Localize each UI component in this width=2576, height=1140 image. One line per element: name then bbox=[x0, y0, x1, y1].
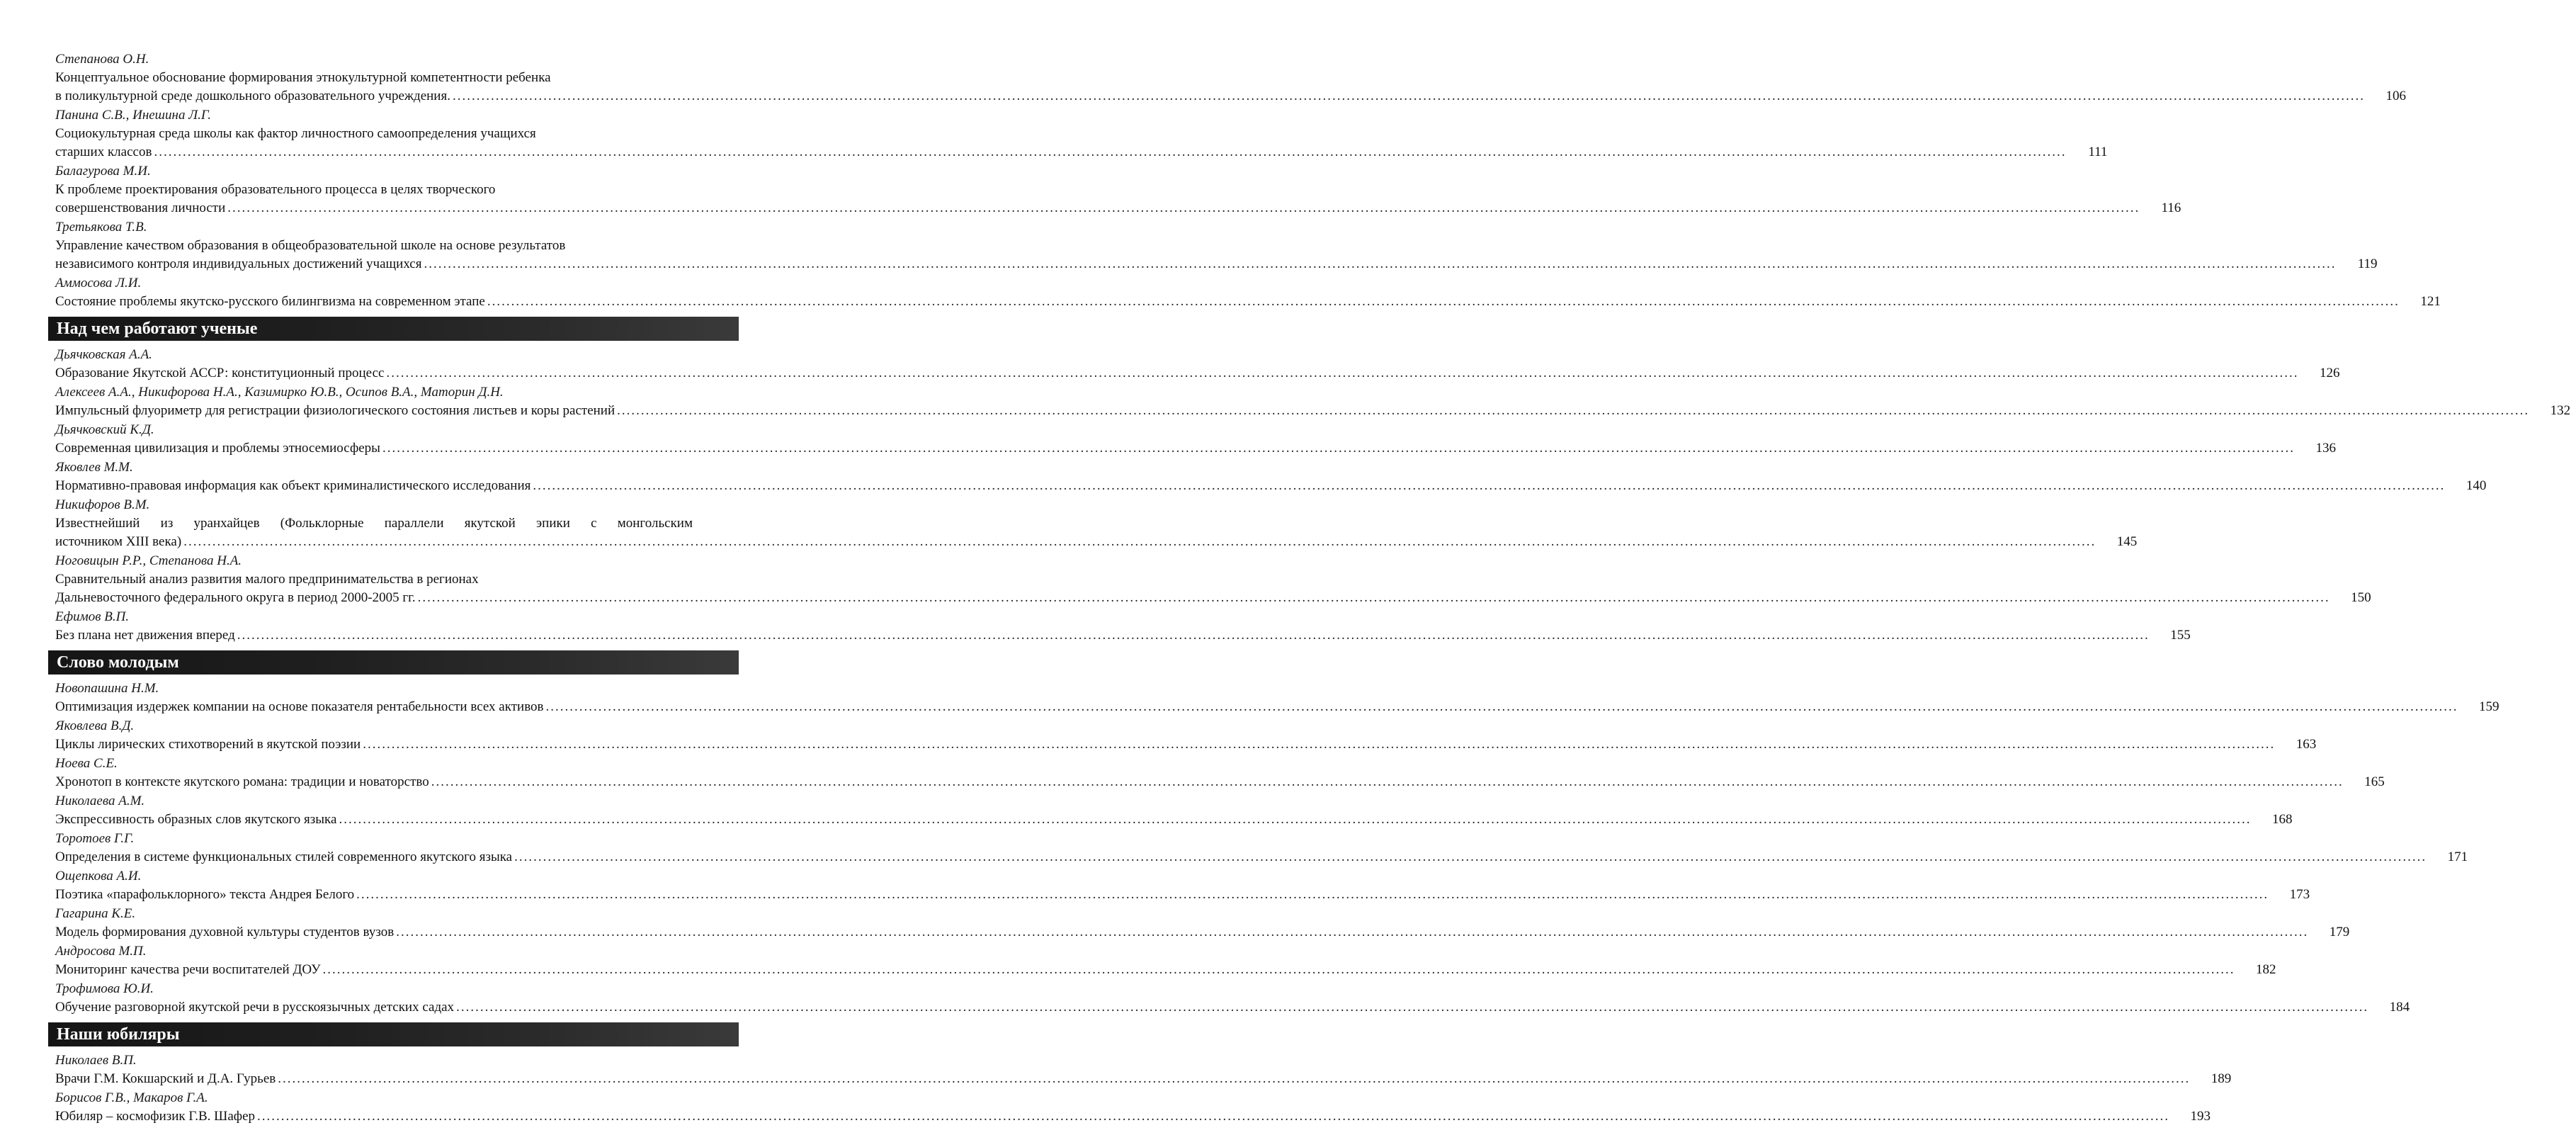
entry-authors: Яковлев М.М. bbox=[55, 460, 133, 475]
entry-title-row bbox=[55, 1070, 2232, 1088]
entry-title-line: Состояние проблемы якутско-русского билингвизма на современном этапе bbox=[55, 294, 485, 309]
page-number: 159 bbox=[2479, 699, 2500, 714]
entry-title-row bbox=[55, 698, 2500, 716]
entry-title-line: Образование Якутской АССР: конституционный процесс bbox=[55, 366, 385, 380]
entry-title-line: Известнейший из уранхайцев (Фольклорные параллели якутской эпики с монгольским bbox=[55, 516, 693, 531]
page-number: 121 bbox=[2420, 294, 2441, 309]
entry-title-row bbox=[55, 143, 2108, 162]
dot-leader: ................................................................................................................................................................................................................................................................................................................................................................................................................ bbox=[154, 145, 2067, 159]
page-number: 140 bbox=[2466, 478, 2487, 493]
entry-authors: Дьячковский К.Д. bbox=[55, 422, 154, 437]
entry-authors: Ефимов В.П. bbox=[55, 609, 130, 624]
entry-title-row bbox=[55, 402, 2571, 420]
dot-leader: ................................................................................................................................................................................................................................................................................................................................................................................................................ bbox=[424, 256, 2337, 271]
toc-entry[interactable] bbox=[55, 273, 2441, 311]
entry-authors: Аммосова Л.И. bbox=[55, 276, 142, 290]
toc-entry[interactable] bbox=[55, 867, 2310, 904]
entry-title-line: Обучение разговорной якутской речи в русскоязычных детских садах bbox=[55, 1000, 455, 1015]
toc-entry[interactable] bbox=[55, 458, 2487, 495]
toc-entry[interactable] bbox=[55, 162, 2181, 218]
entry-title-row bbox=[55, 961, 2276, 979]
entry-title-line: источником XIII века) bbox=[55, 534, 182, 549]
toc-entry[interactable] bbox=[55, 218, 2378, 273]
entry-title-line: Современная цивилизация и проблемы этносемиосферы bbox=[55, 441, 380, 456]
dot-leader: ................................................................................................................................................................................................................................................................................................................................................................................................................ bbox=[278, 1071, 2191, 1086]
section-heading: Слово молодым bbox=[48, 650, 739, 675]
entry-title-line: Экспрессивность образных слов якутского языка bbox=[55, 812, 337, 827]
table-of-contents bbox=[55, 50, 2571, 1126]
dot-leader: ................................................................................................................................................................................................................................................................................................................................................................................................................ bbox=[417, 590, 2330, 605]
dot-leader: ................................................................................................................................................................................................................................................................................................................................................................................................................ bbox=[257, 1109, 2170, 1124]
entry-authors: Панина С.В., Инешина Л.Г. bbox=[55, 108, 211, 123]
entry-authors: Торотоев Г.Г. bbox=[55, 831, 135, 846]
dot-leader: ................................................................................................................................................................................................................................................................................................................................................................................................................ bbox=[533, 478, 2446, 493]
toc-entry[interactable] bbox=[55, 420, 2336, 458]
dot-leader: ................................................................................................................................................................................................................................................................................................................................................................................................................ bbox=[456, 1000, 2369, 1015]
page-number: 171 bbox=[2447, 850, 2468, 864]
page-number: 193 bbox=[2190, 1109, 2211, 1124]
entry-title-line: независимого контроля индивидуальных достижений учащихся bbox=[55, 256, 422, 271]
toc-entry[interactable] bbox=[55, 679, 2500, 716]
page-number: 111 bbox=[2088, 145, 2108, 159]
entry-title-line: Социокультурная среда школы как фактор личностного самоопределения учащихся bbox=[55, 126, 536, 141]
page-number: 155 bbox=[2170, 628, 2191, 643]
entry-title-line: Врачи Г.М. Кокшарский и Д.А. Гурьев bbox=[55, 1071, 276, 1086]
dot-leader: ................................................................................................................................................................................................................................................................................................................................................................................................................ bbox=[545, 699, 2458, 714]
entry-title-row bbox=[55, 364, 2340, 383]
toc-entry[interactable] bbox=[55, 495, 2138, 551]
entry-title-row bbox=[55, 87, 2406, 106]
entry-title-row bbox=[55, 626, 2191, 645]
toc-entry[interactable] bbox=[55, 607, 2191, 645]
dot-leader: ................................................................................................................................................................................................................................................................................................................................................................................................................ bbox=[386, 366, 2299, 380]
toc-entry[interactable] bbox=[55, 904, 2350, 942]
page-number: 173 bbox=[2289, 887, 2310, 902]
entry-title-row bbox=[55, 848, 2468, 867]
entry-title-row bbox=[55, 886, 2310, 904]
toc-entry[interactable] bbox=[55, 345, 2340, 383]
dot-leader: ................................................................................................................................................................................................................................................................................................................................................................................................................ bbox=[339, 812, 2252, 827]
entry-title-line: совершенствования личности bbox=[55, 201, 226, 215]
entry-title-row bbox=[55, 589, 2371, 607]
toc-entry[interactable] bbox=[55, 1051, 2232, 1088]
entry-title-line: Поэтика «парафольклорного» текста Андрея Белого bbox=[55, 887, 355, 902]
entry-authors: Никифоров В.М. bbox=[55, 497, 150, 512]
entry-authors: Ноговицын Р.Р., Степанова Н.А. bbox=[55, 553, 242, 568]
entry-title-row bbox=[55, 255, 2378, 273]
entry-authors: Балагурова М.И. bbox=[55, 164, 151, 179]
entry-title-line: Управление качеством образования в общеобразовательной школе на основе результатов bbox=[55, 238, 566, 253]
entry-authors: Третьякова Т.В. bbox=[55, 220, 147, 235]
entry-title-line: К проблеме проектирования образовательного процесса в целях творческого bbox=[55, 182, 496, 197]
entry-title-line: Юбиляр – космофизик Г.В. Шафер bbox=[55, 1109, 256, 1124]
entry-authors: Ноева С.Е. bbox=[55, 756, 118, 771]
page-number: 106 bbox=[2385, 89, 2406, 103]
dot-leader: ................................................................................................................................................................................................................................................................................................................................................................................................................ bbox=[514, 850, 2427, 864]
entry-title-line: Оптимизация издержек компании на основе показателя рентабельности всех активов bbox=[55, 699, 544, 714]
toc-entry[interactable] bbox=[55, 829, 2468, 867]
entry-title-row bbox=[55, 923, 2350, 942]
entry-authors: Дьячковская А.А. bbox=[55, 347, 152, 362]
entry-title-line: Импульсный флуориметр для регистрации физиологического состояния листьев и коры растений bbox=[55, 403, 615, 418]
page-number: 150 bbox=[2351, 590, 2371, 605]
section-heading: Над чем работают ученые bbox=[48, 317, 739, 341]
page-number: 168 bbox=[2271, 812, 2293, 827]
entry-authors: Николаев В.П. bbox=[55, 1053, 137, 1068]
entry-authors: Борисов Г.В., Макаров Г.А. bbox=[55, 1090, 208, 1105]
page-number: 119 bbox=[2357, 256, 2378, 271]
entry-title-line: Мониторинг качества речи воспитателей ДОУ bbox=[55, 962, 321, 977]
entry-title-line: старших классов bbox=[55, 145, 152, 159]
page-number: 165 bbox=[2364, 774, 2385, 789]
dot-leader: ................................................................................................................................................................................................................................................................................................................................................................................................................ bbox=[237, 628, 2150, 643]
entry-title-line: Определения в системе функциональных стилей современного якутского языка bbox=[55, 850, 513, 864]
entry-title-line: Без плана нет движения вперед bbox=[55, 628, 235, 643]
entry-title-line: Концептуальное обоснование формирования этнокультурной компетентности ребенка bbox=[55, 70, 551, 85]
toc-entry[interactable] bbox=[55, 942, 2276, 979]
entry-title-line: Модель формирования духовной культуры студентов вузов bbox=[55, 925, 395, 939]
page-number: 163 bbox=[2296, 737, 2317, 752]
entry-title-row bbox=[55, 1107, 2211, 1126]
entry-title-row bbox=[55, 735, 2317, 754]
dot-leader: ................................................................................................................................................................................................................................................................................................................................................................................................................ bbox=[356, 887, 2269, 902]
entry-title-line: Циклы лирических стихотворений в якутской поэзии bbox=[55, 737, 361, 752]
entry-title-row bbox=[55, 477, 2487, 495]
entry-authors: Андросова М.П. bbox=[55, 944, 147, 959]
page-number: 182 bbox=[2256, 962, 2276, 977]
entry-authors: Яковлева В.Д. bbox=[55, 718, 135, 733]
toc-entry[interactable] bbox=[55, 979, 2410, 1017]
entry-title-line: Нормативно-правовая информация как объект криминалистического исследования bbox=[55, 478, 531, 493]
toc-entry[interactable] bbox=[55, 383, 2571, 420]
entry-authors: Николаева А.М. bbox=[55, 794, 145, 808]
entry-title-line: в поликультурной среде дошкольного образовательного учреждения. bbox=[55, 89, 450, 103]
page-number: 189 bbox=[2211, 1071, 2232, 1086]
entry-authors: Алексеев А.А., Никифорова Н.А., Казимирко Ю.В., Осипов В.А., Маторин Д.Н. bbox=[55, 385, 504, 400]
toc-entry[interactable] bbox=[55, 1088, 2211, 1126]
page-number: 136 bbox=[2315, 441, 2336, 456]
toc-entry[interactable] bbox=[55, 716, 2317, 754]
entry-title-row bbox=[55, 199, 2181, 218]
page-number: 116 bbox=[2161, 201, 2181, 215]
dot-leader: ................................................................................................................................................................................................................................................................................................................................................................................................................ bbox=[363, 737, 2276, 752]
page-number: 184 bbox=[2389, 1000, 2410, 1015]
toc-entry[interactable] bbox=[55, 754, 2385, 791]
entry-title-row bbox=[55, 439, 2336, 458]
page-number: 132 bbox=[2550, 403, 2571, 418]
entry-title-row bbox=[55, 998, 2410, 1017]
toc-entry[interactable] bbox=[55, 106, 2108, 162]
entry-title-line: Сравнительный анализ развития малого предпринимательства в регионах bbox=[55, 572, 479, 587]
entry-title-row bbox=[55, 293, 2441, 311]
toc-entry[interactable] bbox=[55, 50, 2406, 106]
entry-title-line: Хронотоп в контексте якутского романа: традиции и новаторство bbox=[55, 774, 429, 789]
page-number: 145 bbox=[2116, 534, 2138, 549]
toc-entry[interactable] bbox=[55, 551, 2371, 607]
entry-authors: Трофимова Ю.И. bbox=[55, 981, 154, 996]
dot-leader: ................................................................................................................................................................................................................................................................................................................................................................................................................ bbox=[452, 89, 2365, 103]
dot-leader: ................................................................................................................................................................................................................................................................................................................................................................................................................ bbox=[396, 925, 2309, 939]
page-number: 126 bbox=[2319, 366, 2340, 380]
entry-authors: Новопашина Н.М. bbox=[55, 681, 159, 696]
dot-leader: ................................................................................................................................................................................................................................................................................................................................................................................................................ bbox=[322, 962, 2235, 977]
section-heading: Наши юбиляры bbox=[48, 1022, 739, 1046]
entry-title-row bbox=[55, 811, 2293, 829]
dot-leader: ................................................................................................................................................................................................................................................................................................................................................................................................................ bbox=[617, 403, 2530, 418]
page-number: 179 bbox=[2329, 925, 2350, 939]
dot-leader: ................................................................................................................................................................................................................................................................................................................................................................................................................ bbox=[382, 441, 2295, 456]
dot-leader: ................................................................................................................................................................................................................................................................................................................................................................................................................ bbox=[227, 201, 2140, 215]
dot-leader: ................................................................................................................................................................................................................................................................................................................................................................................................................ bbox=[431, 774, 2344, 789]
dot-leader: ................................................................................................................................................................................................................................................................................................................................................................................................................ bbox=[183, 534, 2096, 549]
entry-title-row bbox=[55, 533, 2138, 551]
entry-title-row bbox=[55, 773, 2385, 791]
dot-leader: ................................................................................................................................................................................................................................................................................................................................................................................................................ bbox=[487, 294, 2400, 309]
entry-title-line: Дальневосточного федерального округа в период 2000-2005 гг. bbox=[55, 590, 416, 605]
entry-authors: Ощепкова А.И. bbox=[55, 869, 142, 884]
entry-authors: Степанова О.Н. bbox=[55, 52, 149, 67]
entry-authors: Гагарина К.Е. bbox=[55, 906, 136, 921]
toc-entry[interactable] bbox=[55, 791, 2293, 829]
